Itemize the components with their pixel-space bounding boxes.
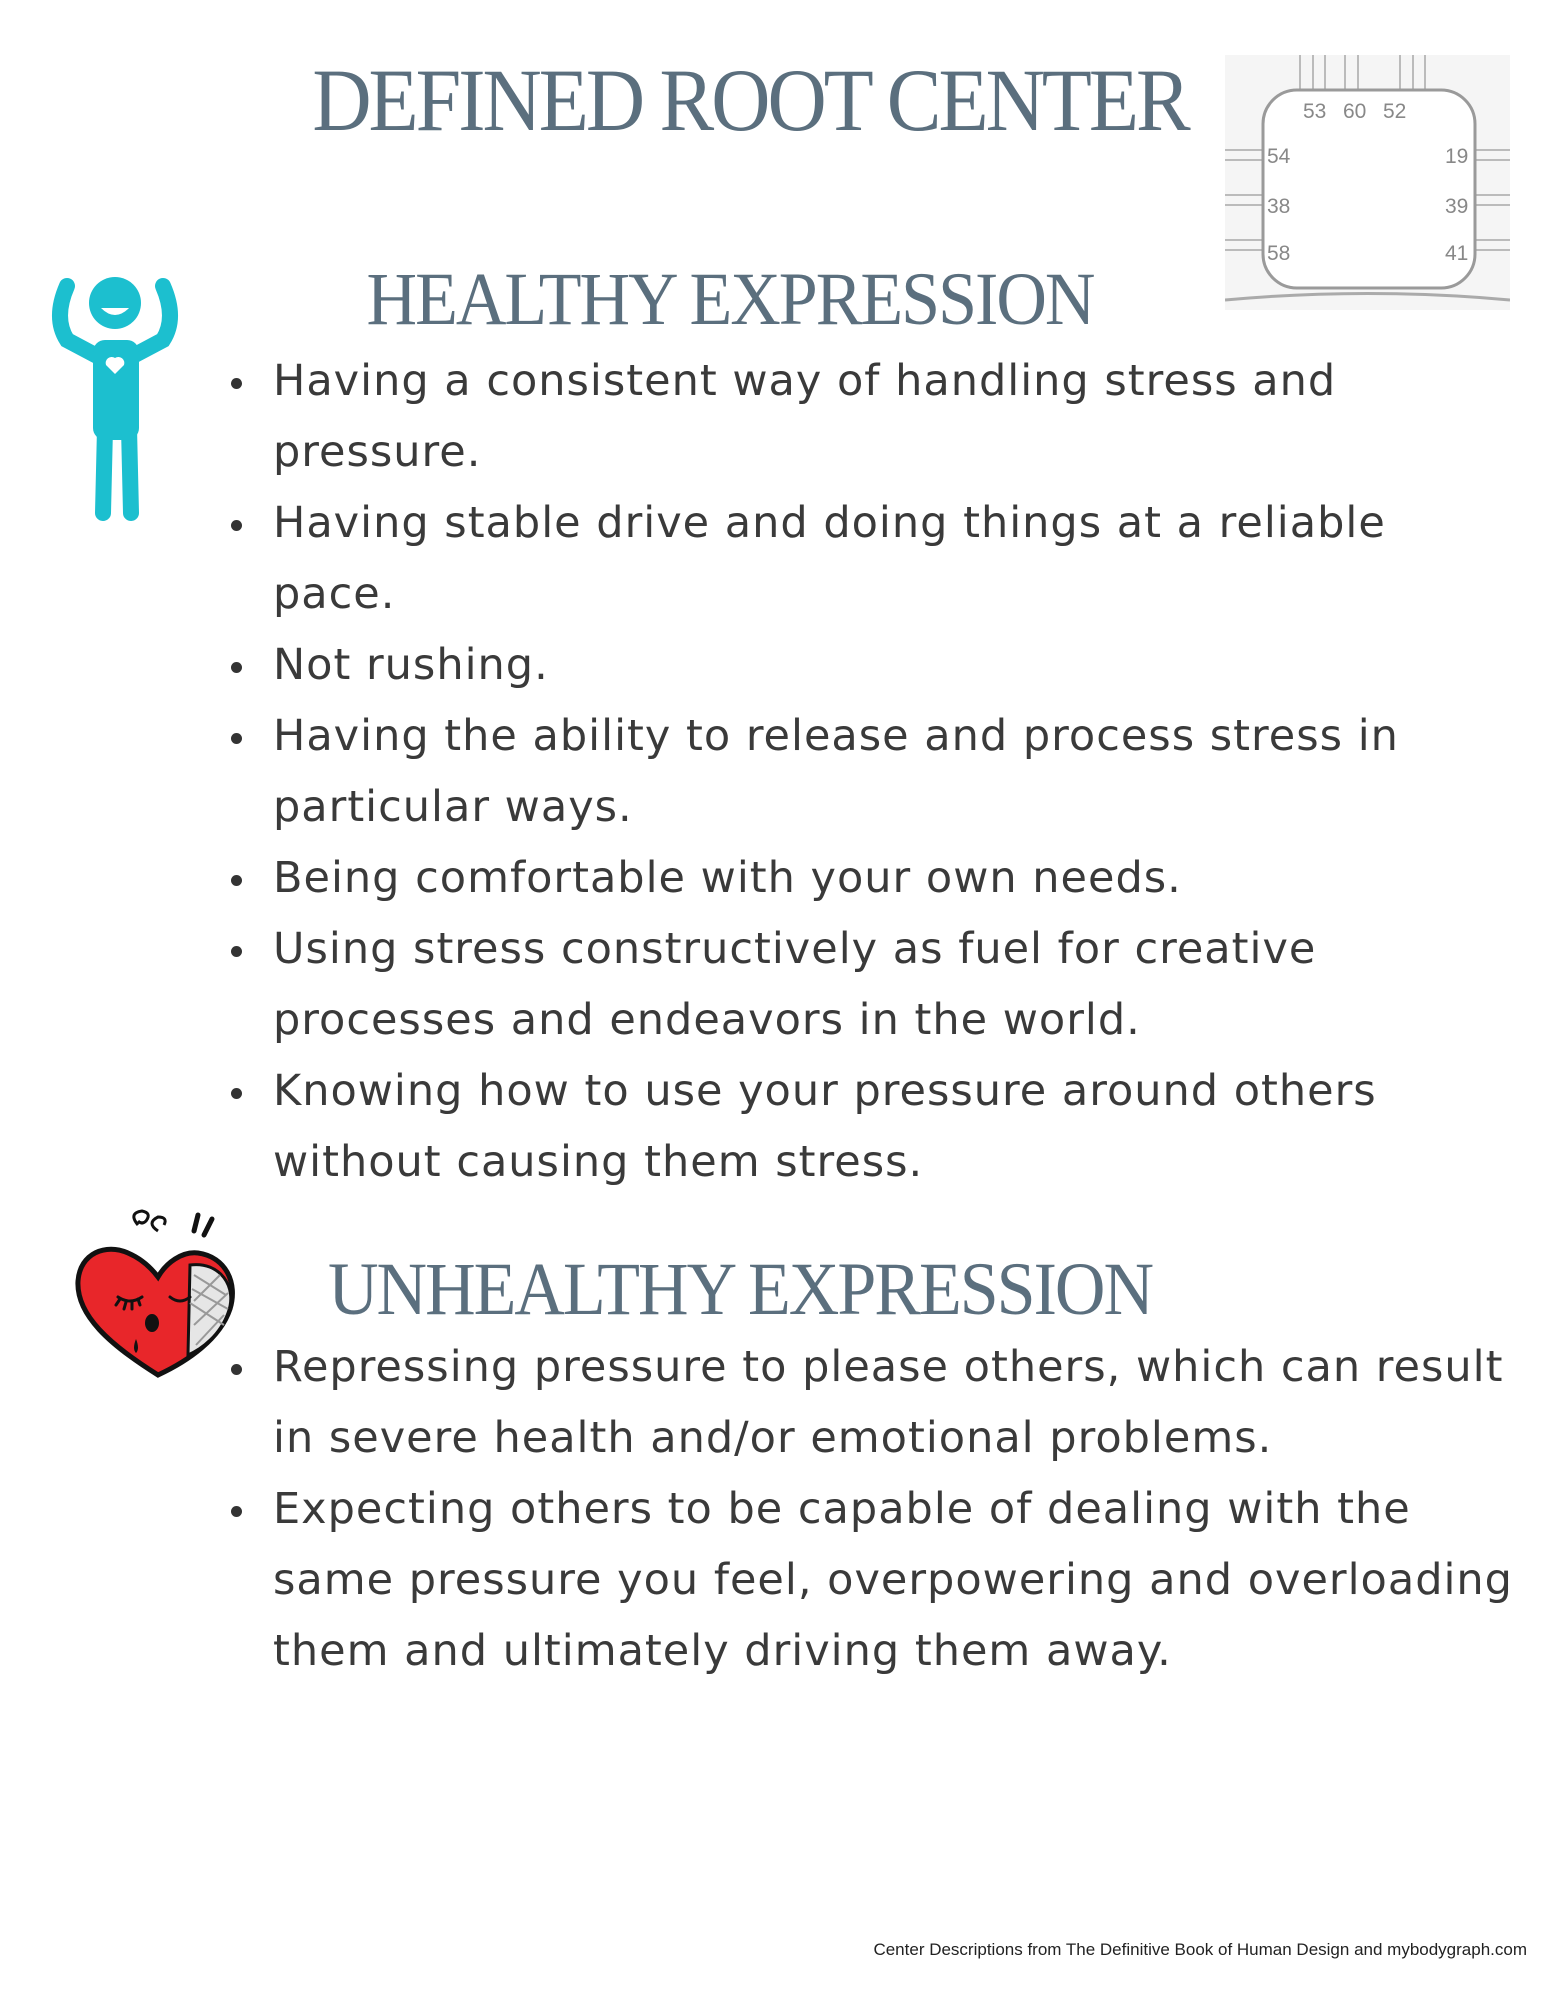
list-item: Expecting others to be capable of dealing with the same pressure you feel, overpowering and overloading them and ultimately driving them away. [215,1474,1515,1687]
healthy-expression-list [215,346,1515,1198]
gate-label: 41 [1445,242,1469,265]
list-item: Being comfortable with your own needs. [215,843,1515,914]
list-item: Having the ability to release and process stress in particular ways. [215,701,1515,843]
gate-label: 58 [1267,242,1291,265]
happy-person-icon [45,268,185,528]
healthy-expression-heading: HEALTHY EXPRESSION [366,257,1094,342]
unhealthy-expression-list [215,1332,1515,1687]
list-item: Using stress constructively as fuel for creative processes and endeavors in the world. [215,914,1515,1056]
list-item: Knowing how to use your pressure around others without causing them stress. [215,1056,1515,1198]
gate-label: 19 [1445,145,1469,168]
unhealthy-expression-heading: UNHEALTHY EXPRESSION [327,1247,1153,1332]
gate-label: 54 [1267,145,1291,168]
gate-label: 53 [1303,100,1327,123]
gate-label: 39 [1445,195,1469,218]
list-item: Not rushing. [215,630,1515,701]
page-title: DEFINED ROOT CENTER [312,51,1188,150]
root-center-chart [1225,55,1510,310]
gate-label: 38 [1267,195,1291,218]
list-item: Repressing pressure to please others, which can result in severe health and/or emotional problems. [215,1332,1515,1474]
gate-label: 52 [1383,100,1407,123]
list-item: Having stable drive and doing things at a reliable pace. [215,488,1515,630]
list-item: Having a consistent way of handling stress and pressure. [215,346,1515,488]
footer-credit: Center Descriptions from The Definitive Book of Human Design and mybodygraph.com [873,1940,1527,1959]
gate-label: 60 [1343,100,1367,123]
